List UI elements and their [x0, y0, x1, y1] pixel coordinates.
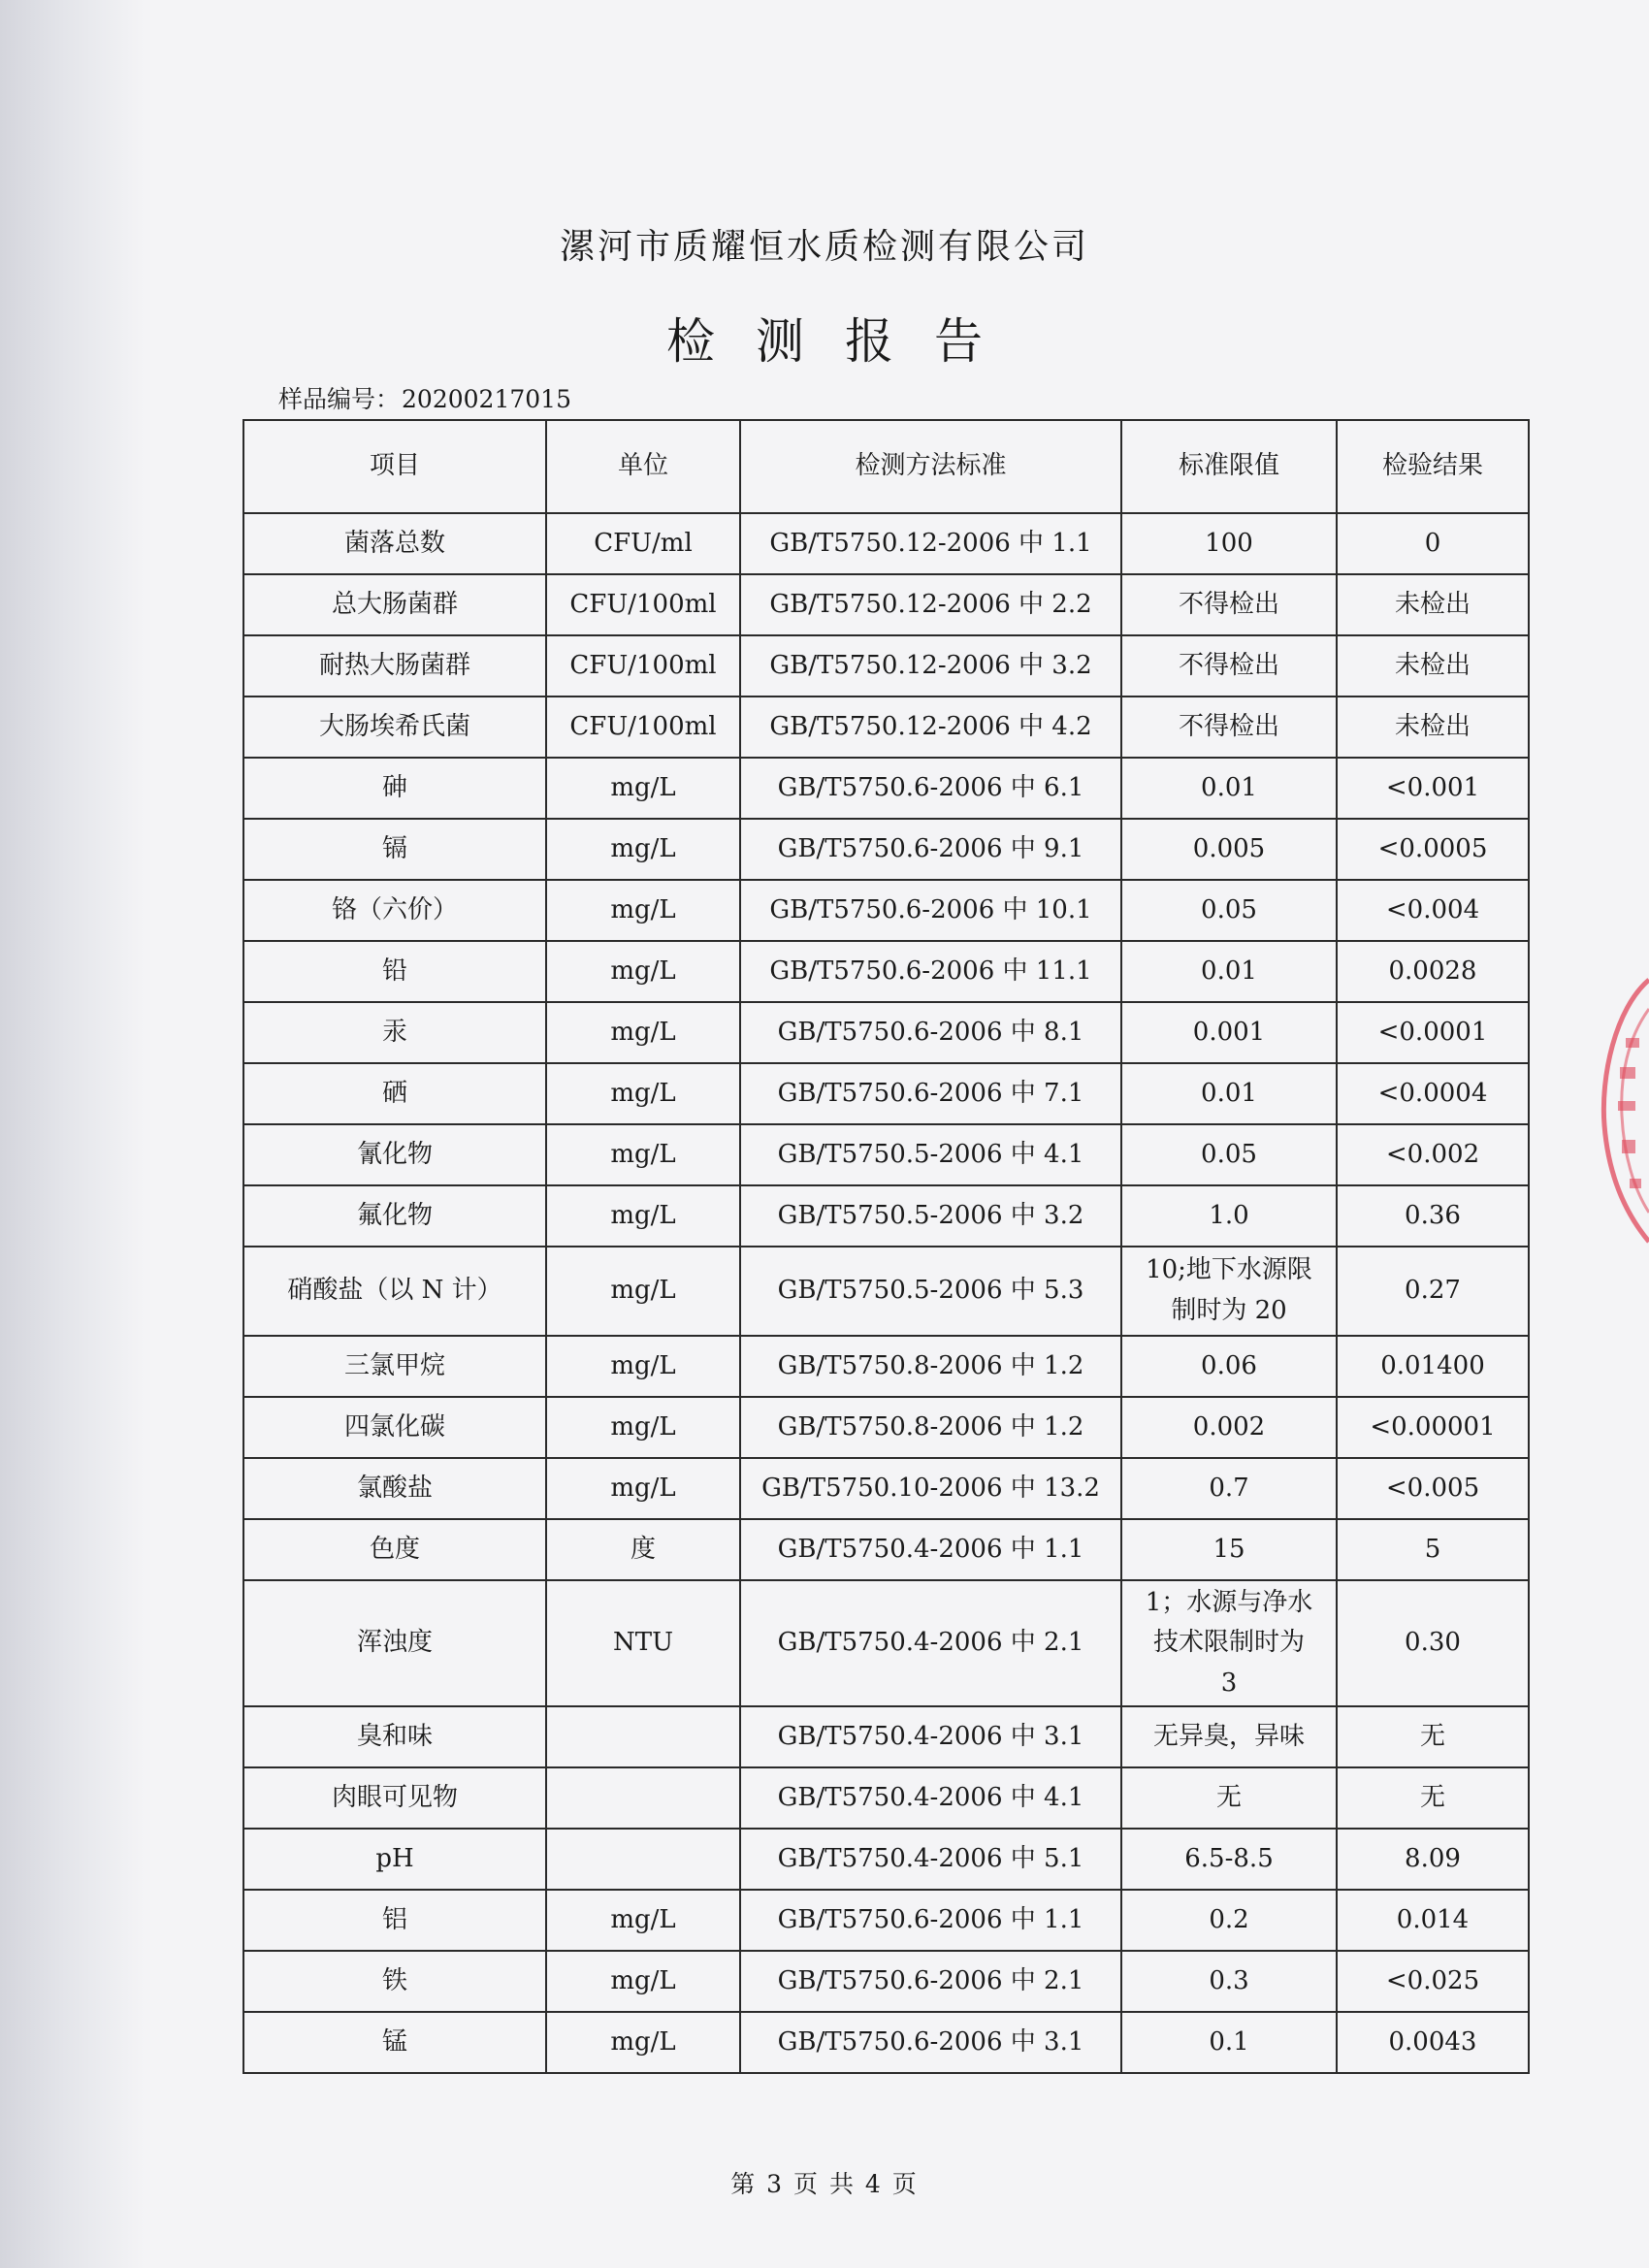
unit-cell: mg/L: [546, 1002, 740, 1063]
method-cell: GB/T5750.6-2006 中 9.1: [740, 819, 1121, 880]
limit-cell: 无异臭，异味: [1121, 1706, 1337, 1767]
unit-cell: mg/L: [546, 1124, 740, 1185]
item-cell: 砷: [243, 758, 546, 819]
limit-cell: [1121, 1580, 1337, 1706]
item-cell: 总大肠菌群: [243, 574, 546, 635]
item-cell: 四氯化碳: [243, 1397, 546, 1458]
column-header-unit: 单位: [546, 420, 740, 513]
result-cell: 无: [1337, 1706, 1529, 1767]
method-cell: GB/T5750.12-2006 中 2.2: [740, 574, 1121, 635]
method-cell: GB/T5750.6-2006 中 3.1: [740, 2012, 1121, 2073]
unit-cell: mg/L: [546, 758, 740, 819]
unit-cell: mg/L: [546, 2012, 740, 2073]
method-cell: GB/T5750.4-2006 中 1.1: [740, 1519, 1121, 1580]
result-cell: 0.0028: [1337, 941, 1529, 1002]
result-cell: <0.025: [1337, 1951, 1529, 2012]
item-cell: 锰: [243, 2012, 546, 2073]
method-cell: GB/T5750.8-2006 中 1.2: [740, 1336, 1121, 1397]
unit-cell: mg/L: [546, 1890, 740, 1951]
item-cell: 三氯甲烷: [243, 1336, 546, 1397]
table-row: [243, 513, 1529, 574]
limit-line: 技术限制时为: [1152, 1628, 1305, 1658]
table-row: [243, 697, 1529, 758]
table-row: [243, 1247, 1529, 1336]
item-cell: 肉眼可见物: [243, 1767, 546, 1829]
page-footer: 第 3 页 共 4 页: [730, 2170, 919, 2198]
limit-cell: 0.1: [1121, 2012, 1337, 2073]
item-cell: 臭和味: [243, 1706, 546, 1767]
limit-cell: 无: [1121, 1767, 1337, 1829]
limit-cell: 0.01: [1121, 1063, 1337, 1124]
sample-number: [276, 380, 571, 415]
table-row: [243, 1519, 1529, 1580]
table-row: [243, 1829, 1529, 1890]
result-cell: 未检出: [1337, 697, 1529, 758]
table-row: [243, 758, 1529, 819]
report-title: 检测报告: [666, 313, 1023, 370]
result-cell: 0.01400: [1337, 1336, 1529, 1397]
unit-cell: mg/L: [546, 1336, 740, 1397]
unit-cell: NTU: [546, 1580, 740, 1706]
unit-cell: mg/L: [546, 1247, 740, 1336]
limit-cell: [1121, 1247, 1337, 1336]
unit-cell: 度: [546, 1519, 740, 1580]
method-cell: GB/T5750.8-2006 中 1.2: [740, 1397, 1121, 1458]
result-cell: 5: [1337, 1519, 1529, 1580]
result-cell: <0.0001: [1337, 1002, 1529, 1063]
column-header-method: 检测方法标准: [740, 420, 1121, 513]
item-cell: 镉: [243, 819, 546, 880]
unit-cell: [546, 1706, 740, 1767]
method-cell: GB/T5750.6-2006 中 1.1: [740, 1890, 1121, 1951]
method-cell: GB/T5750.10-2006 中 13.2: [740, 1458, 1121, 1519]
table-row: [243, 1458, 1529, 1519]
unit-cell: CFU/ml: [546, 513, 740, 574]
sample-number-value: 20200217015: [402, 385, 571, 413]
item-cell: 铬（六价）: [243, 880, 546, 941]
result-cell: 0.0043: [1337, 2012, 1529, 2073]
item-cell: 铁: [243, 1951, 546, 2012]
method-cell: GB/T5750.6-2006 中 7.1: [740, 1063, 1121, 1124]
item-cell: 硒: [243, 1063, 546, 1124]
result-cell: <0.00001: [1337, 1397, 1529, 1458]
result-cell: 0.27: [1337, 1247, 1529, 1336]
result-cell: <0.0005: [1337, 819, 1529, 880]
item-cell: 氟化物: [243, 1185, 546, 1247]
method-cell: GB/T5750.12-2006 中 4.2: [740, 697, 1121, 758]
result-cell: <0.005: [1337, 1458, 1529, 1519]
item-cell: 汞: [243, 1002, 546, 1063]
table-row: [243, 1124, 1529, 1185]
item-cell: 色度: [243, 1519, 546, 1580]
limit-line: 1；水源与净水: [1145, 1587, 1313, 1617]
item-cell: 硝酸盐（以 N 计）: [243, 1247, 546, 1336]
limit-cell: 0.05: [1121, 880, 1337, 941]
item-cell: 浑浊度: [243, 1580, 546, 1706]
method-cell: GB/T5750.6-2006 中 10.1: [740, 880, 1121, 941]
table-row: [243, 941, 1529, 1002]
result-cell: <0.001: [1337, 758, 1529, 819]
item-cell: 铅: [243, 941, 546, 1002]
unit-cell: mg/L: [546, 1951, 740, 2012]
method-cell: GB/T5750.4-2006 中 5.1: [740, 1829, 1121, 1890]
unit-cell: CFU/100ml: [546, 574, 740, 635]
unit-cell: mg/L: [546, 1063, 740, 1124]
table-row: [243, 2012, 1529, 2073]
method-cell: GB/T5750.12-2006 中 1.1: [740, 513, 1121, 574]
limit-cell: 15: [1121, 1519, 1337, 1580]
method-cell: GB/T5750.6-2006 中 8.1: [740, 1002, 1121, 1063]
limit-cell: 0.01: [1121, 758, 1337, 819]
result-cell: 未检出: [1337, 635, 1529, 697]
limit-line: 3: [1220, 1668, 1238, 1698]
table-row: [243, 880, 1529, 941]
table-row: [243, 1336, 1529, 1397]
table-row: [243, 1951, 1529, 2012]
item-cell: pH: [243, 1829, 546, 1890]
result-cell: 0.014: [1337, 1890, 1529, 1951]
unit-cell: mg/L: [546, 941, 740, 1002]
result-cell: 0.30: [1337, 1580, 1529, 1706]
limit-cell: 不得检出: [1121, 697, 1337, 758]
method-cell: GB/T5750.6-2006 中 2.1: [740, 1951, 1121, 2012]
table-row: [243, 1580, 1529, 1706]
method-cell: GB/T5750.4-2006 中 3.1: [740, 1706, 1121, 1767]
item-cell: 氰化物: [243, 1124, 546, 1185]
method-cell: GB/T5750.5-2006 中 4.1: [740, 1124, 1121, 1185]
method-cell: GB/T5750.6-2006 中 6.1: [740, 758, 1121, 819]
item-cell: 铝: [243, 1890, 546, 1951]
limit-cell: 0.06: [1121, 1336, 1337, 1397]
result-cell: 8.09: [1337, 1829, 1529, 1890]
red-seal-fragment-icon: [1591, 970, 1649, 1251]
method-cell: GB/T5750.4-2006 中 2.1: [740, 1580, 1121, 1706]
result-cell: <0.004: [1337, 880, 1529, 941]
limit-cell: 不得检出: [1121, 635, 1337, 697]
limit-cell: 0.002: [1121, 1397, 1337, 1458]
sample-number-label: 样品编号：: [278, 385, 401, 413]
table-row: [243, 819, 1529, 880]
limit-cell: 0.001: [1121, 1002, 1337, 1063]
table-row: [243, 1063, 1529, 1124]
column-header-limit: 标准限值: [1121, 420, 1337, 513]
unit-cell: CFU/100ml: [546, 697, 740, 758]
limit-cell: 0.005: [1121, 819, 1337, 880]
limit-cell: 不得检出: [1121, 574, 1337, 635]
table-row: [243, 1890, 1529, 1951]
limit-cell: 1.0: [1121, 1185, 1337, 1247]
limit-cell: 0.01: [1121, 941, 1337, 1002]
limit-cell: 0.3: [1121, 1951, 1337, 2012]
unit-cell: mg/L: [546, 880, 740, 941]
company-name: 漯河市质耀恒水质检测有限公司: [559, 227, 1089, 267]
result-cell: 未检出: [1337, 574, 1529, 635]
result-cell: <0.0004: [1337, 1063, 1529, 1124]
item-cell: 大肠埃希氏菌: [243, 697, 546, 758]
limit-cell: 0.05: [1121, 1124, 1337, 1185]
unit-cell: CFU/100ml: [546, 635, 740, 697]
result-cell: 0: [1337, 513, 1529, 574]
unit-cell: mg/L: [546, 1185, 740, 1247]
table-body: [243, 513, 1529, 2073]
item-cell: 菌落总数: [243, 513, 546, 574]
column-header-result: 检验结果: [1337, 420, 1529, 513]
item-cell: 氯酸盐: [243, 1458, 546, 1519]
column-header-item: 项目: [243, 420, 546, 513]
limit-cell: 0.7: [1121, 1458, 1337, 1519]
method-cell: GB/T5750.5-2006 中 5.3: [740, 1247, 1121, 1336]
unit-cell: mg/L: [546, 1397, 740, 1458]
unit-cell: [546, 1767, 740, 1829]
table-row: [243, 1706, 1529, 1767]
limit-cell: 0.2: [1121, 1890, 1337, 1951]
table-row: [243, 1397, 1529, 1458]
result-cell: 无: [1337, 1767, 1529, 1829]
unit-cell: mg/L: [546, 819, 740, 880]
item-cell: 耐热大肠菌群: [243, 635, 546, 697]
table-row: [243, 1185, 1529, 1247]
method-cell: GB/T5750.5-2006 中 3.2: [740, 1185, 1121, 1247]
table-row: [243, 635, 1529, 697]
table-row: [243, 1002, 1529, 1063]
method-cell: GB/T5750.6-2006 中 11.1: [740, 941, 1121, 1002]
limit-cell: 100: [1121, 513, 1337, 574]
limit-cell: 6.5-8.5: [1121, 1829, 1337, 1890]
method-cell: GB/T5750.12-2006 中 3.2: [740, 635, 1121, 697]
table-row: [243, 574, 1529, 635]
method-cell: GB/T5750.4-2006 中 4.1: [740, 1767, 1121, 1829]
test-results-table: [242, 419, 1530, 2074]
unit-cell: [546, 1829, 740, 1890]
limit-line: 10;地下水源限: [1146, 1255, 1312, 1285]
limit-line: 制时为 20: [1171, 1296, 1287, 1325]
table-header-row: [243, 420, 1529, 513]
result-cell: 0.36: [1337, 1185, 1529, 1247]
unit-cell: mg/L: [546, 1458, 740, 1519]
table-row: [243, 1767, 1529, 1829]
result-cell: <0.002: [1337, 1124, 1529, 1185]
